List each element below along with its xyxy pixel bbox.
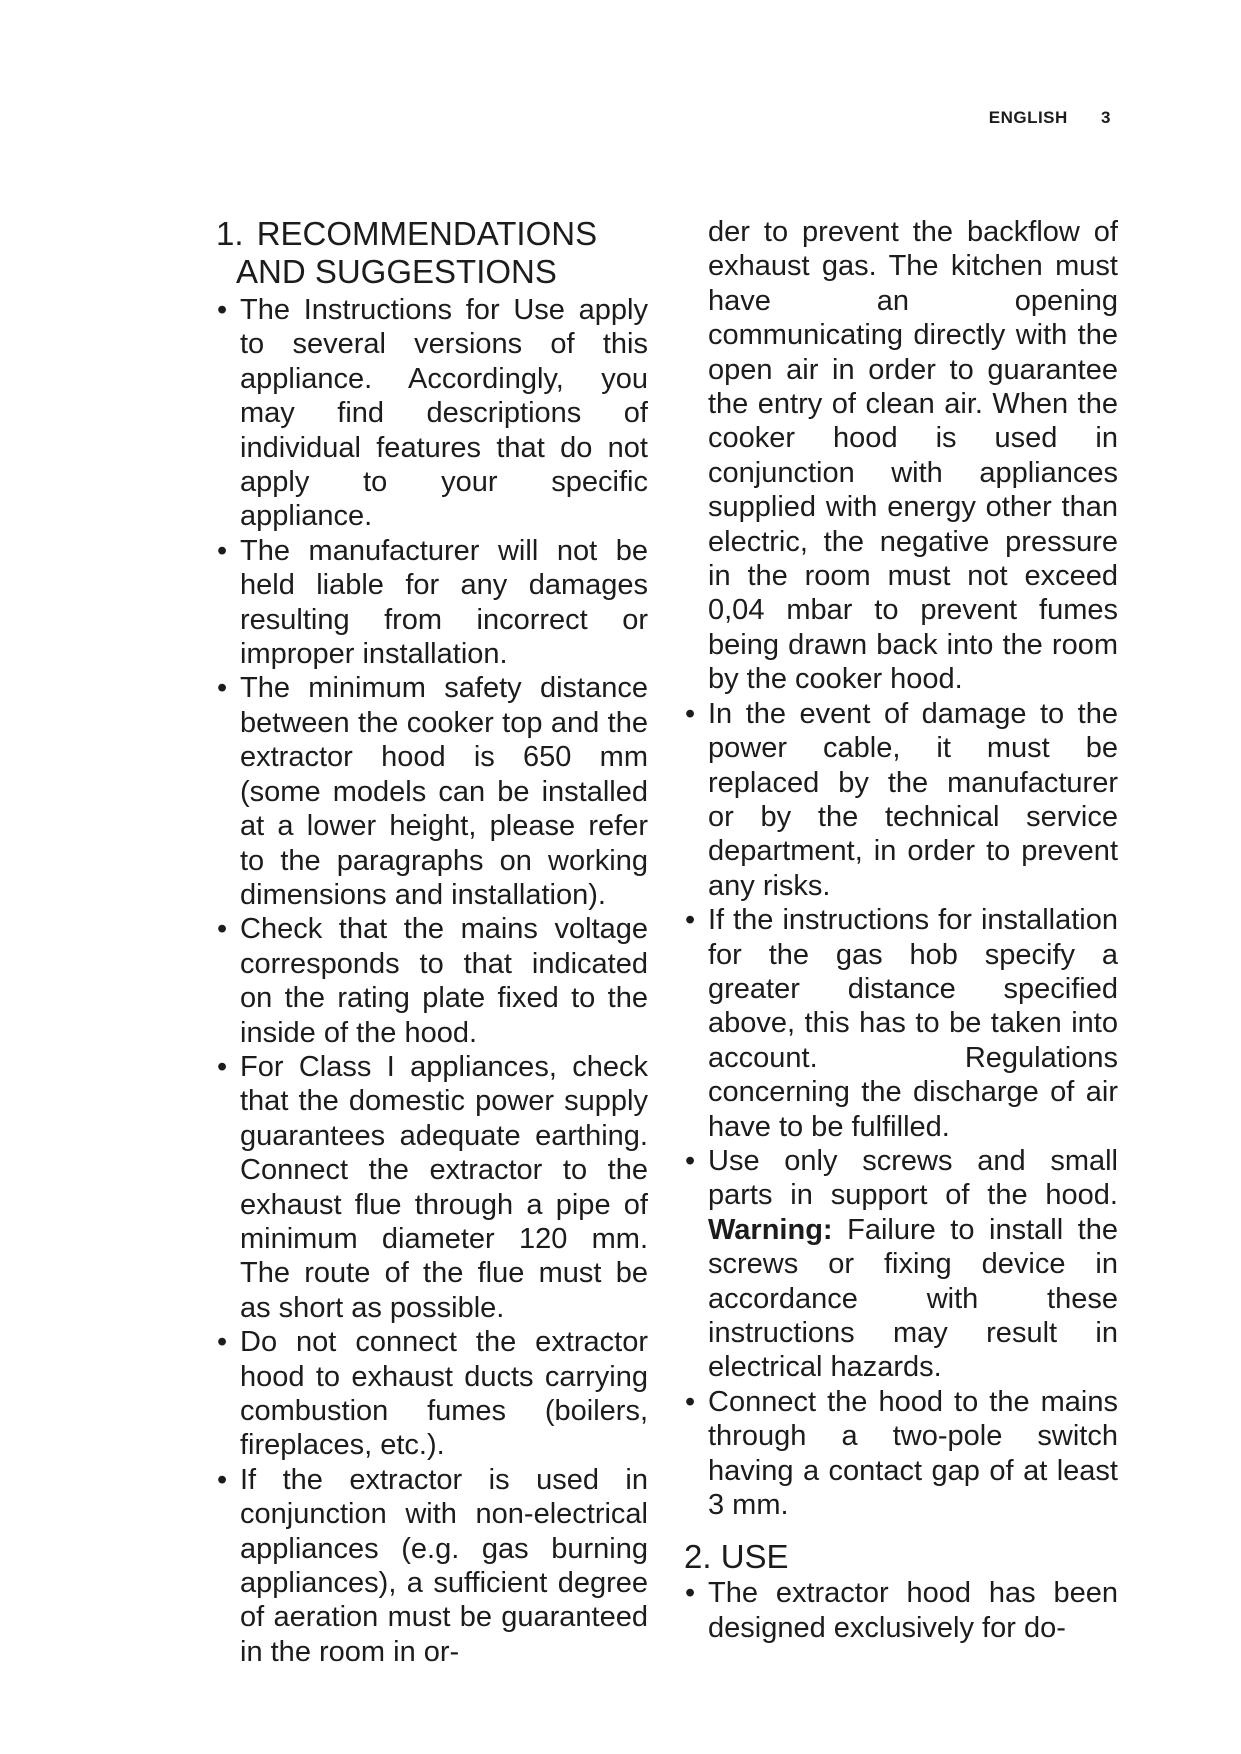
list-item-screws [684,1144,1118,1385]
section-1-heading [216,215,648,291]
list-item: • The extractor hood has been designed exclusively for do- [684,1576,1118,1645]
right-column [684,215,1118,1645]
list-item: • For Class I appliances, check that the domestic power supply guarantees adequate earthing. Connect the extractor to the exhaust flue through a pipe of minimum diameter 120 mm. The route of the flue must be as short as possible. [216,1050,648,1325]
list-item: • Connect the hood to the mains through a two-pole switch having a contact gap of at least 3 mm. [684,1385,1118,1523]
continued-paragraph: der to prevent the backflow of exhaust gas. The kitchen must have an opening communicating directly with the open air in order to guarantee the entry of clean air. When the cooker hood is used in conjunction with appliances supplied with energy other than electric, the negative pressure in the room must not exceed 0,04 mbar to prevent fumes being drawn back into the room by the cooker hood. [708,216,1118,696]
section-1-title-line1: RECOMMENDATIONS [256,215,598,252]
list-item: • The manufacturer will not be held liable for any damages resulting from incorrect or improper installation. [216,534,648,672]
page-header [989,108,1111,128]
page-number: 3 [1101,108,1111,127]
list-item: • If the extractor is used in conjunction with non-electrical appliances (e.g. gas burning appliances), a sufficient degree of aeration must be guaranteed in the room in or- [216,1463,648,1669]
list-item: • In the event of damage to the power cable, it must be replaced by the manufacturer or by the technical service department, in order to prevent any risks. [684,697,1118,903]
section-2-heading: 2. USE [684,1538,789,1576]
list-item: • Check that the mains voltage corresponds to that indicated on the rating plate fixed to the inside of the hood. [216,912,648,1050]
list-item: • Do not connect the extractor hood to exhaust ducts carrying combustion fumes (boilers, fireplaces, etc.). [216,1325,648,1463]
left-column [216,215,648,1669]
list-item: • The Instructions for Use apply to several versions of this appliance. Accordingly, you may find descriptions of individual features that do not apply to your specific appliance. [216,293,648,534]
section-1-title-line2: AND SUGGESTIONS [236,253,557,290]
warning-label: Warning: [708,1213,833,1246]
screws-text: Use only screws and small parts in support of the hood. [708,1144,1118,1212]
list-item: • If the instructions for installation for the gas hob specify a greater distance specified above, this has to be taken into account. Regulations concerning the discharge of air have to be fulfilled. [684,903,1118,1144]
recommendations-list-continued [684,697,1118,1523]
section-1-number: 1. [216,215,244,252]
use-list [684,1576,1118,1645]
language-label: ENGLISH [988,108,1068,127]
recommendations-list [216,293,648,1669]
list-item: • The minimum safety distance between the cooker top and the extractor hood is 650 mm (some models can be installed at a lower height, please refer to the paragraphs on working dimensions and installation). [216,671,648,912]
warning-text: Failure to install the screws or fixing device in accordance with these instructions may result in electrical hazards. [708,1213,1118,1384]
